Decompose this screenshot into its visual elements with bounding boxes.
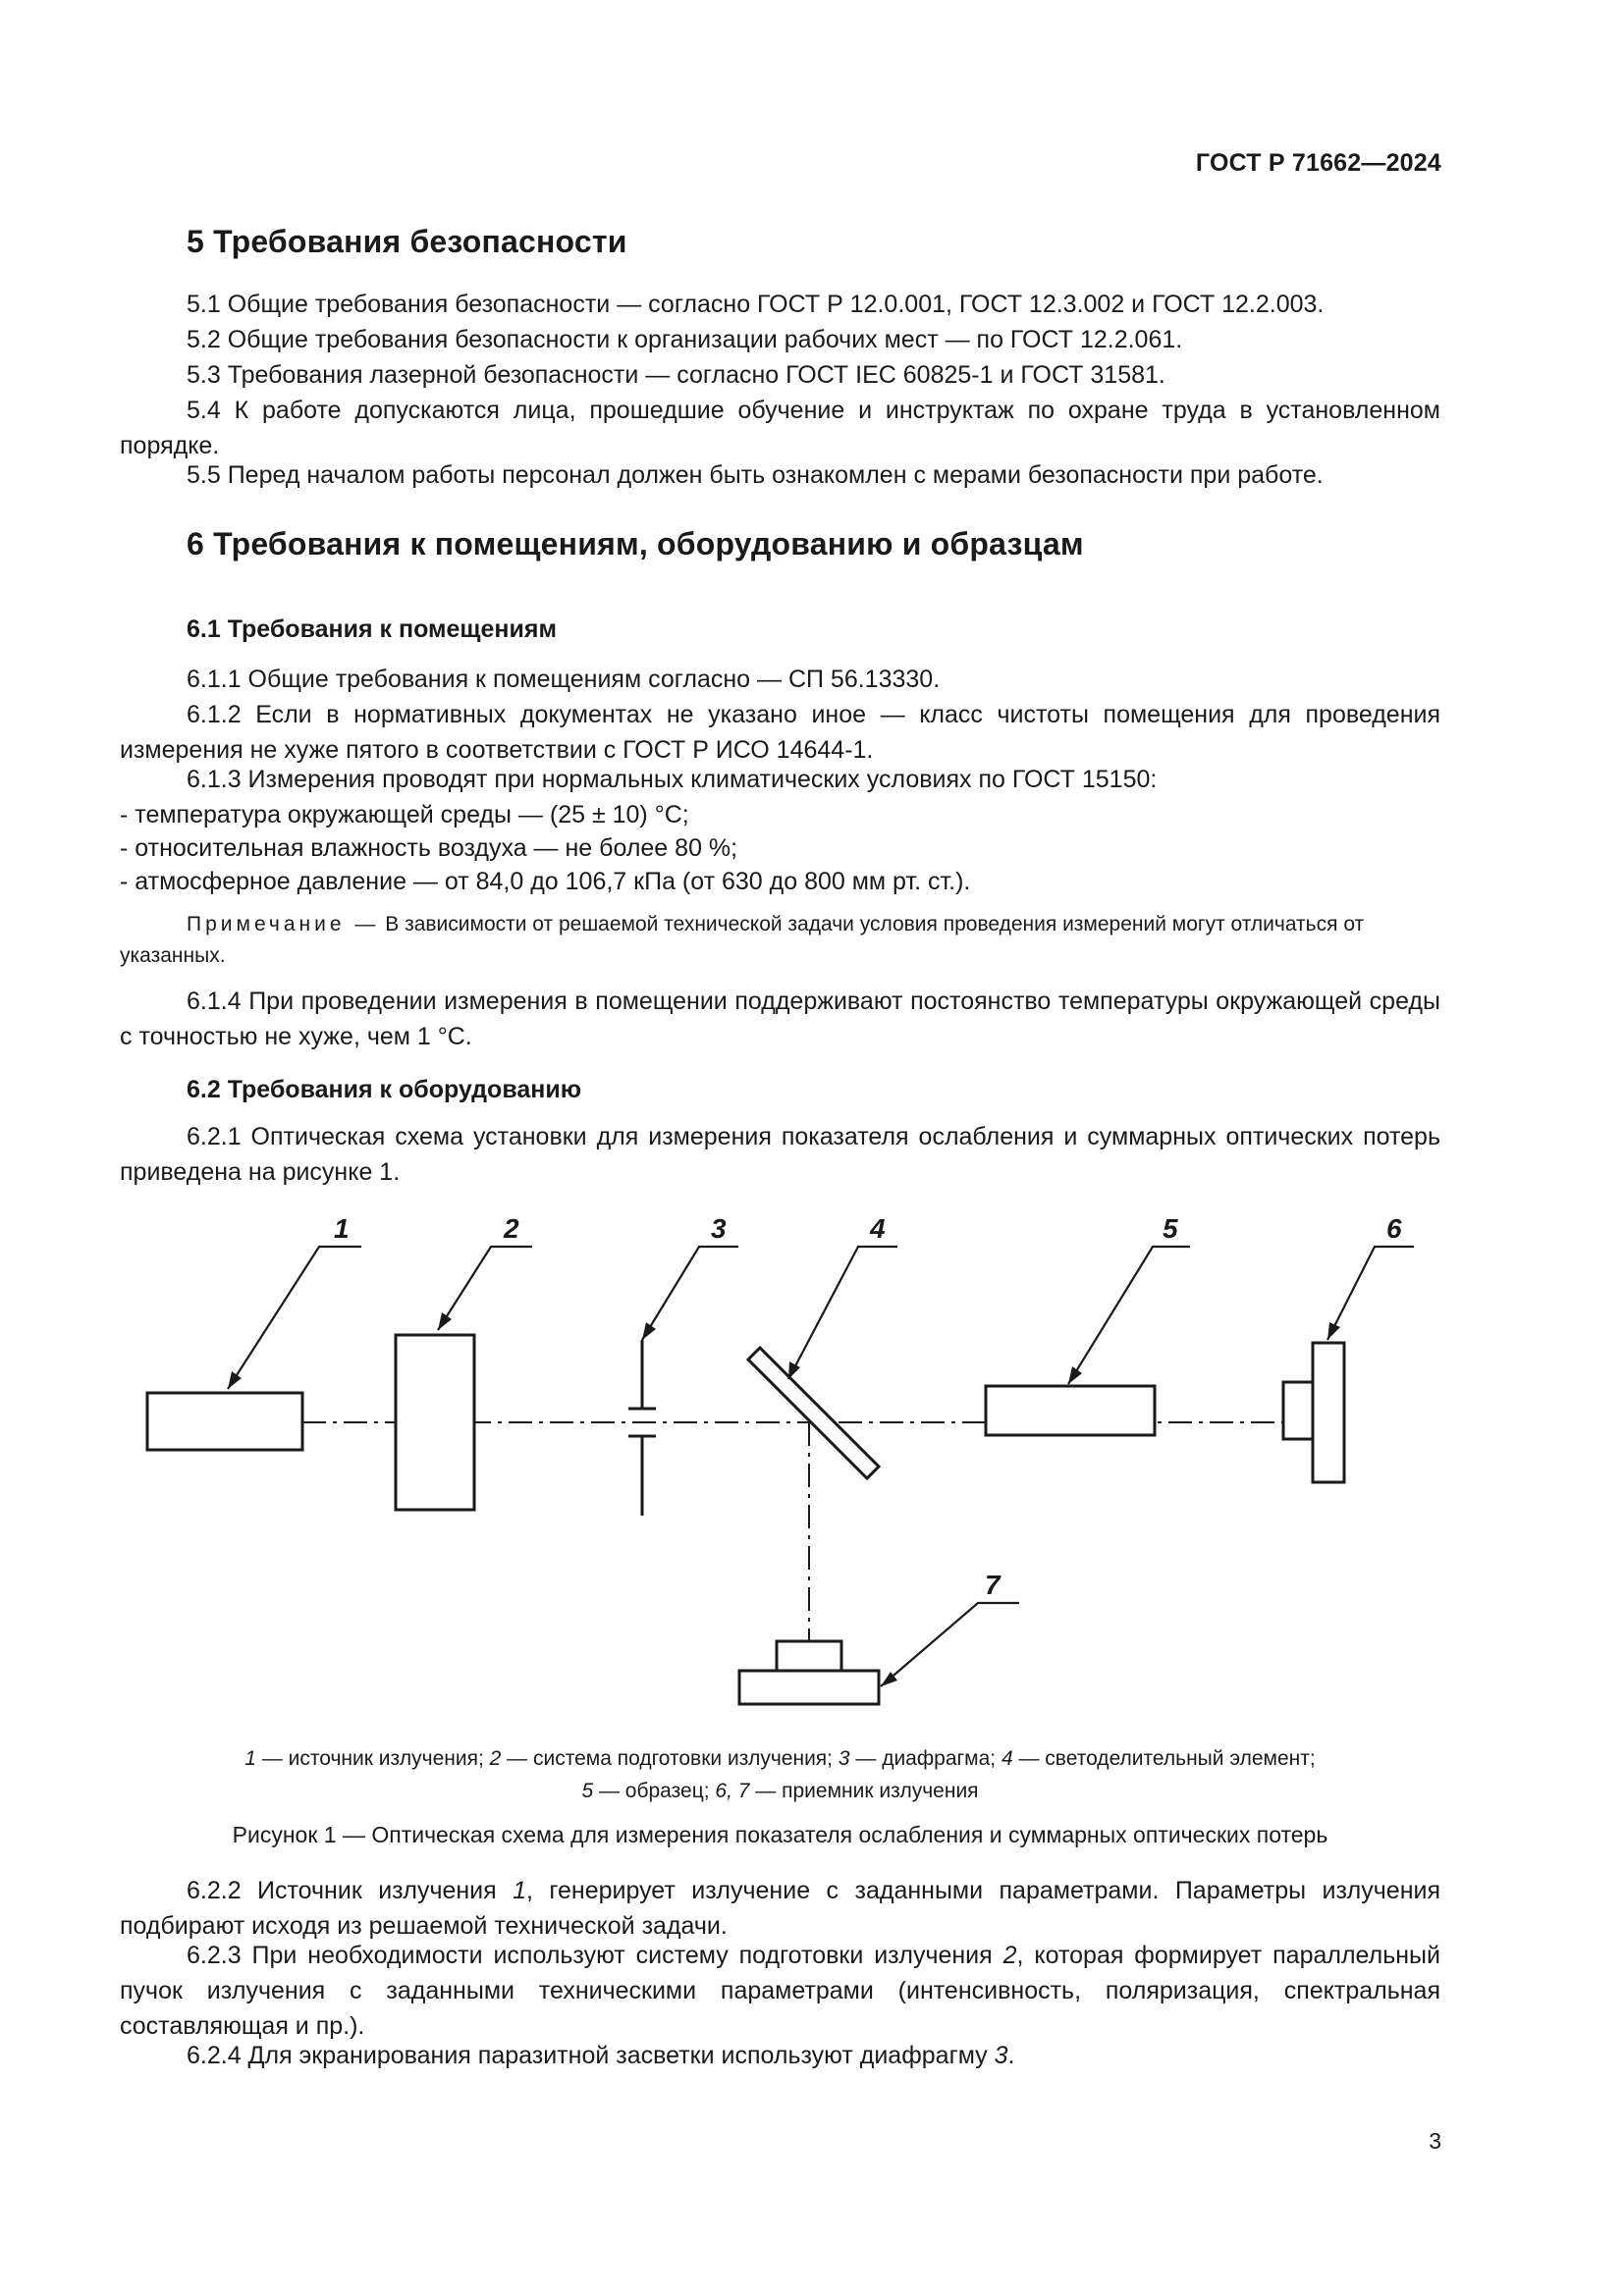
legend-text-4: — светоделительный элемент; xyxy=(1012,1747,1316,1770)
label-2: 2 xyxy=(504,1213,519,1244)
para-6-2-4-text-b: . xyxy=(1007,2042,1015,2069)
label-4: 4 xyxy=(870,1213,886,1244)
legend-num-3: 3 xyxy=(838,1747,850,1770)
para-6-2-3-text-a: 6.2.3 При необходимости используют систему подготовки излучения xyxy=(187,1942,1003,1969)
subsection-6-2-title: 6.2 Требования к оборудованию xyxy=(187,1076,582,1103)
para-6-1-4: 6.1.4 При проведении измерения в помещении поддерживают постоянство температуры окружающей среды с точностью не хуже, чем 1 °С. xyxy=(120,988,1440,1050)
leader-line-5 xyxy=(1068,1247,1190,1384)
label-5: 5 xyxy=(1163,1213,1178,1244)
leader-line-2 xyxy=(438,1247,532,1330)
para-6-2-2-text-a: 6.2.2 Источник излучения xyxy=(187,1877,514,1904)
label-6: 6 xyxy=(1386,1213,1402,1244)
leader-line-1 xyxy=(228,1247,361,1389)
para-5-1: 5.1 Общие требования безопасности — согласно ГОСТ Р 12.0.001, ГОСТ 12.3.002 и ГОСТ 12.2.003. xyxy=(187,291,1325,318)
para-5-4: 5.4 К работе допускаются лица, прошедшие обучение и инструктаж по охране труда в установленном порядке. xyxy=(120,397,1440,459)
para-5-3: 5.3 Требования лазерной безопасности — согласно ГОСТ IEC 60825-1 и ГОСТ 31581. xyxy=(187,361,1165,389)
para-6-1-3: 6.1.3 Измерения проводят при нормальных климатических условиях по ГОСТ 15150: xyxy=(187,766,1158,793)
para-6-2-2-text-b: , генерирует излучение с заданными параметрами. Параметры излучения подбирают исходя из решаемой технической задачи. xyxy=(120,1877,1441,1940)
legend-num-1: 1 xyxy=(244,1747,256,1770)
figure-legend-line-1 xyxy=(120,1742,1440,1775)
leader-line-6 xyxy=(1327,1247,1414,1340)
arrowhead-4 xyxy=(788,1362,800,1379)
arrowhead-1 xyxy=(228,1371,242,1389)
arrowhead-3 xyxy=(642,1322,656,1340)
label-3: 3 xyxy=(711,1213,727,1244)
section-5-title: 5 Требования безопасности xyxy=(187,224,627,259)
para-6-2-4 xyxy=(120,2038,1440,2073)
arrowhead-2 xyxy=(438,1312,452,1330)
legend-text-5: — образец; xyxy=(593,1780,716,1802)
radiation-receiver-6 xyxy=(1283,1343,1344,1482)
beam-splitter xyxy=(748,1348,879,1478)
para-6-2-4-ref: 3 xyxy=(994,2042,1008,2069)
label-1: 1 xyxy=(334,1213,350,1244)
para-6-2-4-text-a: 6.2.4 Для экранирования паразитной засветки используют диафрагму xyxy=(187,2042,995,2069)
leader-line-3 xyxy=(642,1247,738,1340)
radiation-preparation-system xyxy=(396,1335,474,1510)
sample xyxy=(986,1386,1155,1435)
note-label: Примечание — xyxy=(187,913,380,935)
para-6-1-1: 6.1.1 Общие требования к помещениям согласно — СП 56.13330. xyxy=(187,666,941,693)
legend-num-2: 2 xyxy=(489,1747,502,1770)
standard-code: ГОСТ Р 71662—2024 xyxy=(1195,149,1441,177)
figure-title: Рисунок 1 — Оптическая схема для измерения показателя ослабления и суммарных оптических потерь xyxy=(232,1822,1328,1847)
para-6-2-2 xyxy=(120,1873,1440,1944)
section-6-title: 6 Требования к помещениям, оборудованию и образцам xyxy=(187,526,1084,561)
legend-text-3: — диафрагма; xyxy=(849,1747,1001,1770)
para-5-2: 5.2 Общие требования безопасности к организации рабочих мест — по ГОСТ 12.2.061. xyxy=(187,326,1183,353)
list-item-pressure: - атмосферное давление — от 84,0 до 106,7 кПа (от 630 до 800 мм рт. ст.). xyxy=(120,868,971,895)
para-5-5: 5.5 Перед началом работы персонал должен быть ознакомлен с мерами безопасности при работе. xyxy=(187,461,1324,489)
radiation-source xyxy=(147,1393,302,1450)
list-item-humidity: - относительная влажность воздуха — не более 80 %; xyxy=(120,834,738,862)
figure-legend-line-2 xyxy=(120,1775,1440,1807)
diaphragm xyxy=(628,1340,656,1516)
para-6-2-1: 6.2.1 Оптическая схема установки для измерения показателя ослабления и суммарных оптических потерь приведена на рисунке 1. xyxy=(120,1123,1440,1186)
arrowhead-6 xyxy=(1327,1322,1340,1340)
arrowhead-5 xyxy=(1068,1366,1082,1384)
leader-line-7 xyxy=(881,1603,1019,1686)
para-6-2-3-text-b: , которая формирует параллельный пучок излучения с заданными техническими параметрами (интенсивность, поляризация, спектральная составляющая и пр.). xyxy=(120,1942,1440,2040)
para-6-2-2-ref: 1 xyxy=(513,1877,527,1904)
legend-text-6-7: — приемник излучения xyxy=(749,1780,979,1802)
label-7: 7 xyxy=(985,1570,1001,1600)
legend-text-1: — источник излучения; xyxy=(255,1747,490,1770)
legend-num-6-7: 6, 7 xyxy=(715,1780,750,1802)
page-number: 3 xyxy=(1429,2128,1441,2154)
legend-text-2: — система подготовки излучения; xyxy=(501,1747,839,1770)
subsection-6-1-title: 6.1 Требования к помещениям xyxy=(187,615,557,643)
legend-num-4: 4 xyxy=(1001,1747,1013,1770)
list-item-temperature: - температура окружающей среды — (25 ± 10) °С; xyxy=(120,801,689,828)
note-text: В зависимости от решаемой технической задачи условия проведения измерений могут отличаться от указанных. xyxy=(120,913,1365,967)
leader-line-4 xyxy=(788,1247,897,1379)
para-6-2-3 xyxy=(120,1938,1440,2044)
radiation-receiver-7 xyxy=(739,1641,879,1704)
legend-num-5: 5 xyxy=(581,1780,594,1802)
para-6-1-2: 6.1.2 Если в нормативных документах не указано иное — класс чистоты помещения для проведения измерения не хуже пятого в соответствии с ГОСТ Р ИСО 14644-1. xyxy=(120,701,1440,764)
para-6-2-3-ref: 2 xyxy=(1002,1942,1017,1969)
